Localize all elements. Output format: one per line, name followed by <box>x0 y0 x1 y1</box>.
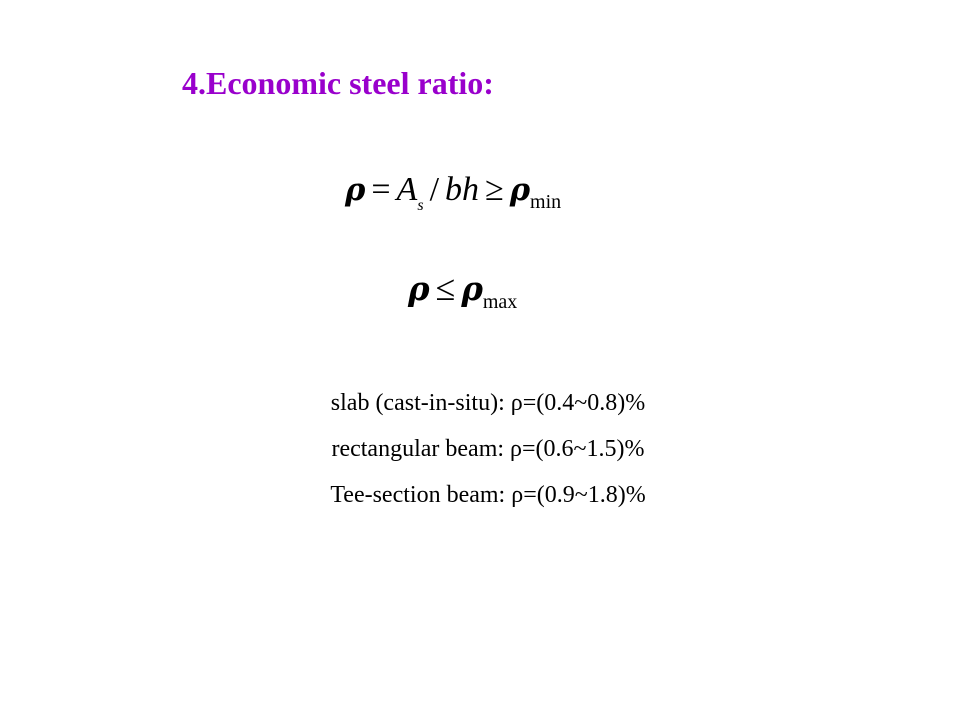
geq-sign: ≥ <box>485 171 504 208</box>
division-slash: / <box>429 171 440 208</box>
bh-symbol: bh <box>445 171 480 208</box>
rho-symbol: ρ <box>345 172 366 208</box>
max-subscript: max <box>482 291 518 313</box>
rho-symbol: ρ <box>408 270 430 308</box>
range-tee-section-beam: Tee-section beam: ρ=(0.9~1.8)% <box>330 482 646 508</box>
ratio-ranges <box>272 380 704 518</box>
rho-max-symbol: ρ <box>461 270 483 308</box>
equals-sign: = <box>371 171 391 208</box>
slide-title: 4.Economic steel ratio: <box>182 65 494 101</box>
area-symbol: A <box>396 171 418 208</box>
range-slab: slab (cast-in-situ): ρ=(0.4~0.8)% <box>330 390 646 416</box>
equation-rho-min <box>345 170 561 226</box>
area-subscript: s <box>417 197 424 214</box>
range-rectangular-beam: rectangular beam: ρ=(0.6~1.5)% <box>331 436 645 462</box>
equation-rho-max <box>408 268 517 322</box>
leq-sign: ≤ <box>435 268 456 308</box>
rho-min-symbol: ρ <box>509 172 531 208</box>
min-subscript: min <box>530 191 562 213</box>
